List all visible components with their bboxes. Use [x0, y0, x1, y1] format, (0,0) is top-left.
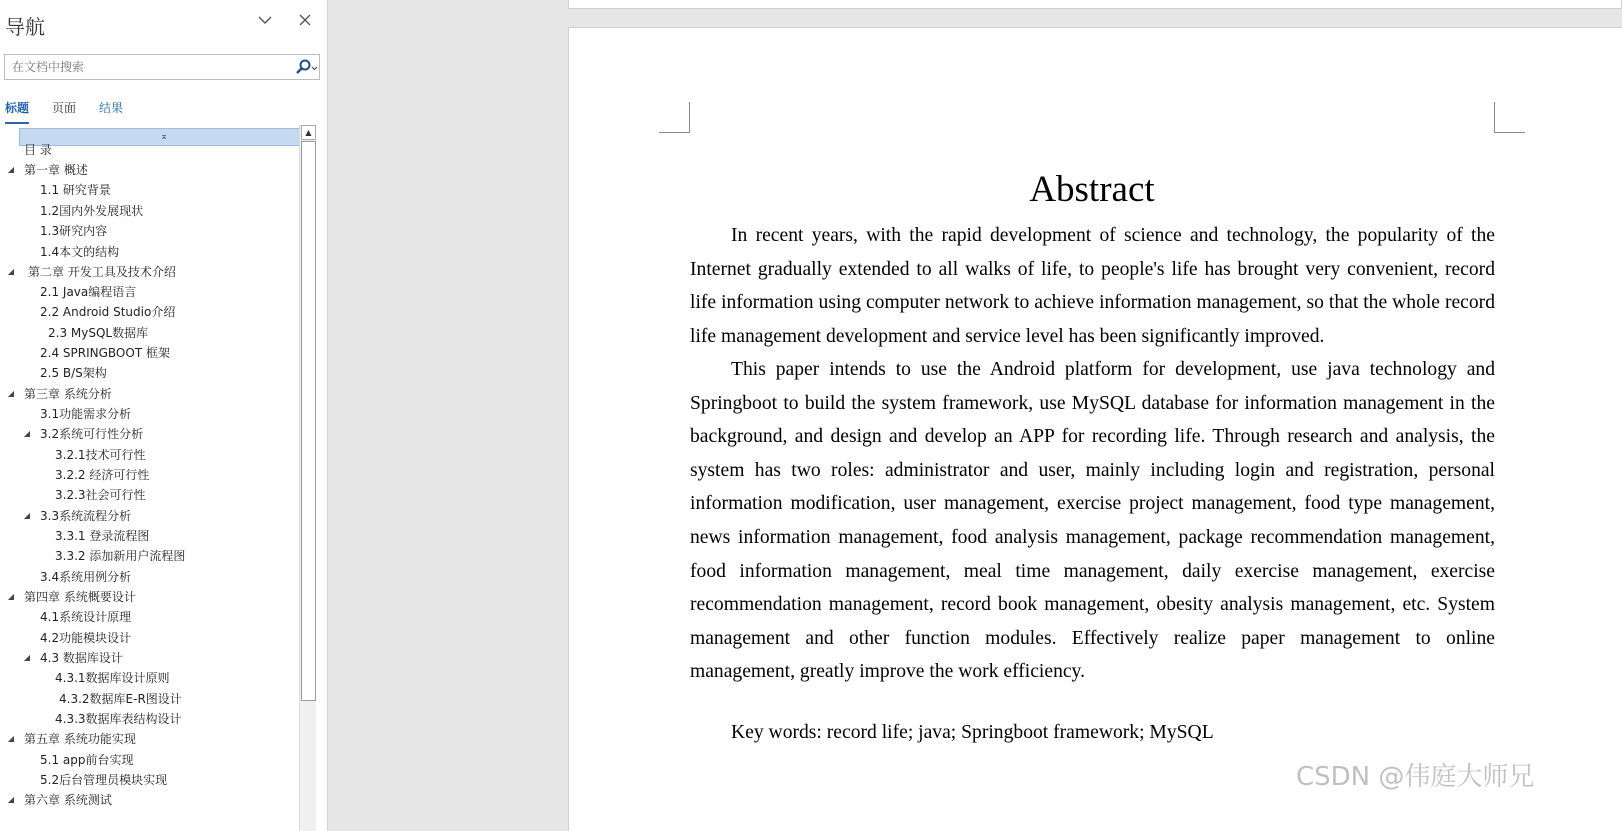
- tree-item-label: 1.1 研究背景: [40, 183, 111, 197]
- collapse-arrow-icon[interactable]: ◢: [7, 734, 15, 743]
- tree-item-label: 4.3.2数据库E-R图设计: [59, 692, 182, 706]
- collapse-arrow-icon[interactable]: ◢: [7, 795, 15, 804]
- crop-mark: [1494, 102, 1525, 133]
- tree-item[interactable]: [0, 506, 300, 526]
- tree-item-label: 5.1 app前台实现: [40, 753, 134, 767]
- crop-mark: [659, 102, 690, 133]
- tree-item[interactable]: [0, 628, 300, 648]
- tree-item[interactable]: [0, 180, 300, 200]
- tree-scrollbar[interactable]: [299, 125, 316, 831]
- heading-tree: [0, 128, 312, 831]
- tree-item[interactable]: [0, 709, 300, 729]
- tree-item[interactable]: [0, 750, 300, 770]
- nav-title: 导航: [5, 15, 45, 39]
- close-icon[interactable]: [295, 12, 315, 32]
- tree-item[interactable]: [0, 323, 300, 343]
- tree-item[interactable]: [0, 790, 300, 810]
- tree-item-label: 1.2国内外发展现状: [40, 204, 144, 218]
- collapse-arrow-icon[interactable]: ◢: [7, 165, 15, 174]
- search-input[interactable]: [5, 55, 281, 79]
- tree-item-label: 3.3.1 登录流程图: [55, 529, 150, 543]
- tree-item[interactable]: [0, 648, 300, 668]
- tree-item-label: 第四章 系统概要设计: [24, 590, 136, 604]
- collapse-arrow-icon[interactable]: ◢: [23, 429, 31, 438]
- tree-item-label: 1.4本文的结构: [40, 245, 120, 259]
- tree-item[interactable]: [0, 607, 300, 627]
- tree-item-label: 4.3 数据库设计: [40, 651, 123, 665]
- tab-results[interactable]: 结果: [99, 101, 124, 115]
- tree-item-label: 第一章 概述: [24, 163, 88, 177]
- scroll-to-top-button[interactable]: ⌅: [19, 128, 309, 146]
- tree-item-label: 2.1 Java编程语言: [40, 285, 137, 299]
- tree-item-label: 3.3系统流程分析: [40, 509, 132, 523]
- tab-pages[interactable]: 页面: [52, 101, 77, 115]
- tree-item[interactable]: [0, 363, 300, 383]
- document-page[interactable]: [568, 27, 1622, 831]
- tree-item-label: 4.3.3数据库表结构设计: [55, 712, 182, 726]
- tree-item[interactable]: [0, 445, 300, 465]
- tree-item-label: 3.3.2 添加新用户流程图: [55, 549, 186, 563]
- tree-item-label: 4.1系统设计原理: [40, 610, 132, 624]
- navigation-pane: [0, 0, 328, 831]
- tree-item-label: 第五章 系统功能实现: [24, 732, 136, 746]
- previous-page-edge: [568, 0, 1622, 9]
- tree-item[interactable]: [0, 404, 300, 424]
- tree-item[interactable]: [0, 729, 300, 749]
- tree-item[interactable]: [0, 689, 300, 709]
- collapse-arrow-icon[interactable]: ◢: [7, 267, 15, 276]
- collapse-arrow-icon[interactable]: ◢: [23, 653, 31, 662]
- tree-item-label: 3.2.2 经济可行性: [55, 468, 150, 482]
- tree-item-label: 第二章 开发工具及技术介绍: [28, 265, 176, 279]
- tree-item-label: 2.4 SPRINGBOOT 框架: [40, 346, 170, 360]
- chevron-down-icon[interactable]: [255, 12, 275, 32]
- tree-item[interactable]: [0, 465, 300, 485]
- tree-item[interactable]: [0, 668, 300, 688]
- collapse-arrow-icon[interactable]: ◢: [7, 389, 15, 398]
- tree-item[interactable]: [0, 262, 300, 282]
- search-box: [4, 54, 320, 80]
- tree-item[interactable]: [0, 587, 300, 607]
- nav-tabs: [0, 98, 310, 124]
- tree-item-label: 目 录: [24, 143, 52, 157]
- tree-item[interactable]: [0, 567, 300, 587]
- tree-item-label: 3.4系统用例分析: [40, 570, 132, 584]
- scroll-thumb[interactable]: [301, 141, 316, 701]
- tab-headings[interactable]: 标题: [5, 98, 29, 124]
- tree-item-label: 5.2后台管理员模块实现: [40, 773, 168, 787]
- chevron-down-icon: [312, 67, 317, 70]
- tree-item[interactable]: [0, 201, 300, 221]
- tree-item-label: 第六章 系统测试: [24, 793, 112, 807]
- search-icon: [297, 61, 310, 74]
- tree-item[interactable]: [0, 140, 300, 160]
- tree-item[interactable]: [0, 424, 300, 444]
- tree-item-label: 2.5 B/S架构: [40, 366, 107, 380]
- document-title: Abstract: [1029, 169, 1155, 210]
- keywords-line: Key words: record life; java; Springboot framework; MySQL: [731, 722, 1214, 743]
- tree-item-label: 1.3研究内容: [40, 224, 108, 238]
- tree-item-label: 2.3 MySQL数据库: [48, 326, 149, 340]
- collapse-arrow-icon[interactable]: ◢: [23, 511, 31, 520]
- tree-item[interactable]: [0, 546, 300, 566]
- search-button[interactable]: [285, 55, 319, 79]
- tree-item[interactable]: [0, 302, 300, 322]
- tree-item[interactable]: [0, 526, 300, 546]
- tree-item-label: 3.2.1技术可行性: [55, 448, 146, 462]
- tree-item[interactable]: [0, 343, 300, 363]
- tree-item[interactable]: [0, 770, 300, 790]
- tree-item[interactable]: [0, 221, 300, 241]
- scroll-up-button[interactable]: ▲: [301, 125, 316, 140]
- tree-item-label: 4.2功能模块设计: [40, 631, 132, 645]
- tree-item-label: 3.2系统可行性分析: [40, 427, 144, 441]
- tree-item-label: 2.2 Android Studio介绍: [40, 305, 176, 319]
- tree-item-label: 第三章 系统分析: [24, 387, 112, 401]
- watermark: CSDN @伟庭大师兄: [1296, 762, 1535, 792]
- tree-item-label: 3.2.3社会可行性: [55, 488, 146, 502]
- tree-item[interactable]: [0, 160, 300, 180]
- collapse-arrow-icon[interactable]: ◢: [7, 592, 15, 601]
- abstract-paragraph: This paper intends to use the Android platform for development, use java technology and Springboot to build the system framework, use MySQL database for information management in the background, and design and develop an APP for recording life. Through research and analysis, the system has two roles: administrator and user, mainly including login and registration, personal information modification, user management, exercise project management, food type management, news information management, food analysis management, package recommendation management, food information management, meal time management, daily exercise management, exercise recommendation management, record book management, obesity analysis management, etc. System management and other function modules. Effectively realize paper management to online management, greatly improve the work efficiency.: [690, 359, 1495, 683]
- tree-item[interactable]: [0, 282, 300, 302]
- tree-item-label: 3.1功能需求分析: [40, 407, 132, 421]
- tree-item[interactable]: [0, 485, 300, 505]
- tree-item[interactable]: [0, 242, 300, 262]
- tree-item[interactable]: [0, 384, 300, 404]
- abstract-paragraph: In recent years, with the rapid development of science and technology, the popularity of the Internet gradually extended to all walks of life, to people's life has brought very convenient, record life information using computer network to achieve information management, so that the whole record life management development and service level has been significantly improved.: [690, 225, 1495, 347]
- tree-item-label: 4.3.1数据库设计原则: [55, 671, 170, 685]
